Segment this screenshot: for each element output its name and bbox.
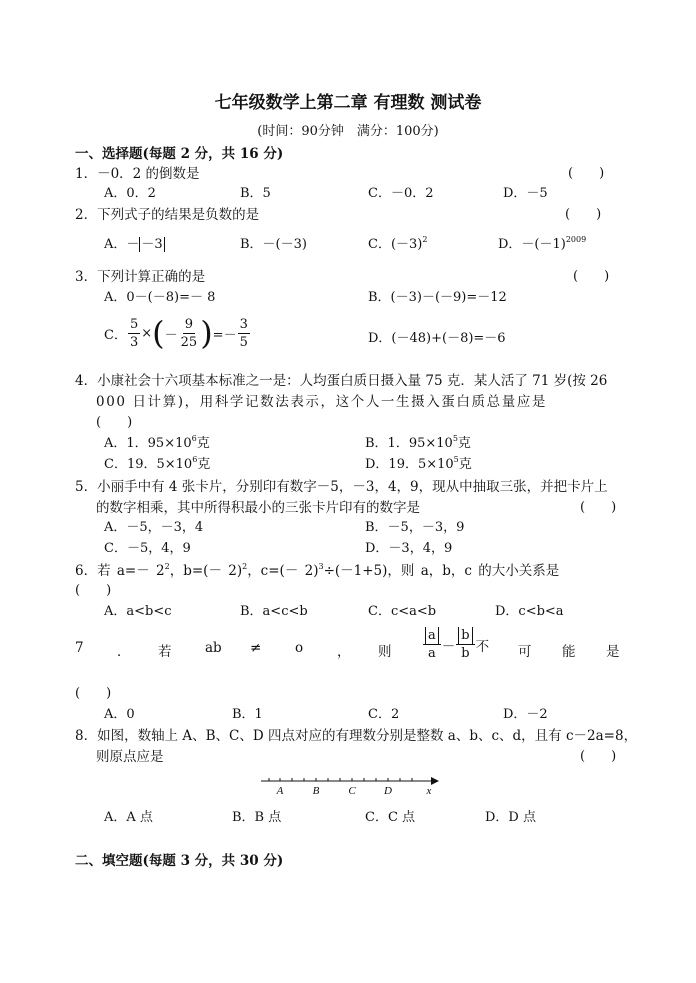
q7-option-b: B．1 [232,707,263,722]
q6-a-def: 6．若 a=－ 2 [75,563,165,579]
q2-stem: 2．下列式子的结果是负数的是 [75,207,260,223]
q4-option-b [365,432,471,451]
q8-line-1: 8．如图，数轴上 A、B、C、D 四点对应的有理数分别是整数 a、b、c、d，且有 c－2a=8， [75,728,638,744]
q4-option-d-base: D．19．5×10 [365,457,454,472]
q2-option-c-base: C．(－3) [368,237,423,252]
q4-option-c-base: C．19．5×10 [104,457,193,472]
q7-option-d: D．－2 [503,707,548,722]
axis-label-x: x [426,785,432,797]
q6-tail: ÷(－1+5)，则 a，b，c 的大小关系是 [323,563,560,579]
q7-expression [422,627,489,662]
q2-option-c-exp: 2 [422,235,428,244]
q2-option-c [368,233,427,252]
q2-option-b: B．－(－3) [240,237,307,252]
q7-dot: ． [117,644,131,660]
q7-o: o [295,640,304,656]
q2-option-a [104,233,165,252]
q1-answer-blank: ( ) [568,166,605,181]
q4-option-d-exp: 5 [453,455,459,464]
q2-option-a-prefix: A．－ [104,237,140,252]
point-label-c: C [348,785,356,797]
q4-option-a-base: A．1．95×10 [104,436,192,451]
q8-option-a: A．A 点 [104,810,153,825]
q8-line-2: 则原点应是 [96,749,164,765]
q6-c-exp: 3 [318,562,324,571]
q3-f2-numerator: 9 [184,316,194,332]
q3-right-paren: ) [200,314,213,352]
q5-answer-blank: ( ) [580,500,617,515]
point-label-b: B [312,785,320,797]
q7-ruo: 若 [158,644,172,660]
q3-equals: =－ [212,327,237,343]
q7-ab: ab [205,640,222,656]
q3-f1-numerator: 5 [129,316,139,332]
q8-option-d: D．D 点 [485,810,536,825]
q3-f1-denominator: 3 [129,334,139,350]
q4-option-d [365,453,472,472]
q2-option-d [498,233,586,252]
q7-abs-a: a [425,627,439,644]
section-1-heading: 一、选择题(每题 2 分，共 16 分) [75,146,284,162]
exam-info: (时间：90分钟 满分：100分) [257,124,439,139]
q2-answer-blank: ( ) [565,207,602,222]
q8-option-b: B．B 点 [232,810,282,825]
page-title: 七年级数学上第二章 有理数 测试卷 [214,93,482,113]
q4-option-d-unit: 克 [458,457,472,472]
point-label-d: D [384,785,392,797]
q1-option-a: A．0．2 [104,186,156,201]
q7-ke: 可 [518,644,532,660]
q7-fb-denominator: b [461,646,470,661]
q4-option-c [104,453,210,472]
q2-option-a-abs: －3 [141,237,163,252]
q7-ze: 则 [378,644,392,660]
q3-option-c [104,314,251,352]
q4-option-a [104,432,210,451]
q4-option-c-unit: 克 [197,457,211,472]
q3-option-c-prefix: C． [104,327,127,343]
q7-number: 7 [75,640,84,656]
q6-answer-blank: ( ) [75,583,112,598]
q7-option-c: C．2 [368,707,400,722]
q7-fraction-a [423,627,441,662]
q1-option-b: B．5 [240,186,271,201]
q3-fraction-2 [179,316,200,351]
q7-comma: ， [337,644,351,660]
q8-option-c: C．C 点 [365,810,416,825]
q3-f3-numerator: 3 [239,316,248,332]
q7-bu: 不 [475,638,490,655]
q7-option-a: A．0 [104,707,135,722]
q4-option-b-unit: 克 [457,436,471,451]
q3-option-b: B．(－3)－(－9)=－12 [368,290,507,305]
q5-line-2: 的数字相乘，其中所得积最小的三张卡片印有的数字是 [96,500,420,516]
q7-shi: 是 [606,644,620,660]
q7-fb-numerator [456,627,474,645]
q7-fa-denominator: a [428,646,436,661]
q6-option-b: B．a<c<b [240,604,308,619]
q5-option-a: A．－5，－3，4 [104,520,204,535]
q2-option-d-exp: 2009 [565,235,587,244]
q7-fraction-b [456,627,474,662]
q4-option-c-exp: 6 [192,455,198,464]
q6-option-a: A．a<b<c [104,604,172,619]
q6-option-d: D．c<b<a [495,604,564,619]
q5-option-b: B．－5，－3，9 [365,520,465,535]
number-line-arrow [431,777,439,785]
q6-b-exp: 2 [242,562,248,571]
q1-option-d: D．－5 [503,186,548,201]
q3-option-d: D．(－48)+(－8)=－6 [368,331,506,346]
q2-option-d-base: D．－(－1) [498,237,566,252]
q4-line-2: 000 日计算)，用科学记数法表示，这个人一生摄入蛋白质总量应是 [96,394,548,410]
q1-stem: 1．－0．2 的倒数是 [75,166,200,182]
q4-option-a-exp: 6 [191,434,197,443]
q7-minus: － [441,638,456,655]
q4-option-a-unit: 克 [196,436,210,451]
point-label-a: A [276,785,284,797]
section-2-heading: 二、填空题(每题 3 分，共 30 分) [75,853,284,869]
q3-f2-sign: － [164,327,178,343]
q7-neq: ≠ [250,640,262,656]
q6-line-1 [75,559,559,579]
q3-f2-denominator: 25 [180,334,198,350]
q4-option-b-base: B．1．95×10 [365,436,453,451]
number-line-figure [255,772,445,798]
q6-option-c: C．c<a<b [368,604,437,619]
q1-option-c: C．－0．2 [368,186,434,201]
q4-line-1: 4．小康社会十六项基本标准之一是：人均蛋白质日摄入量 75 克．某人活了 71 岁(按 26 [75,373,608,389]
q7-answer-blank: ( ) [75,686,112,701]
q3-f3-denominator: 5 [239,334,248,350]
q6-c-def: ，c=(－ 2) [247,563,319,579]
q4-option-b-exp: 5 [452,434,458,443]
q5-option-c: C．－5，4，9 [104,541,191,556]
q3-fraction-3 [238,316,250,351]
q3-stem: 3．下列计算正确的是 [75,269,206,285]
q3-option-a: A．0－(－8)=－ 8 [104,290,216,305]
q3-times: × [141,325,153,341]
q3-fraction-1 [128,316,140,351]
q6-b-def: ，b=(－ 2) [169,563,243,579]
q7-abs-b: b [458,627,472,644]
q3-left-paren: ( [152,314,165,352]
q7-fa-numerator [423,627,441,645]
q5-option-d: D．－3，4，9 [365,541,453,556]
q7-neng: 能 [562,644,576,660]
q6-a-exp: 2 [164,562,170,571]
q4-answer-blank: ( ) [96,415,133,430]
q3-answer-blank: ( ) [573,269,610,284]
q8-answer-blank: ( ) [580,749,617,764]
q5-line-1: 5．小丽手中有 4 张卡片，分别印有数字－5，－3，4，9，现从中抽取三张，并把卡片上 [75,479,608,495]
